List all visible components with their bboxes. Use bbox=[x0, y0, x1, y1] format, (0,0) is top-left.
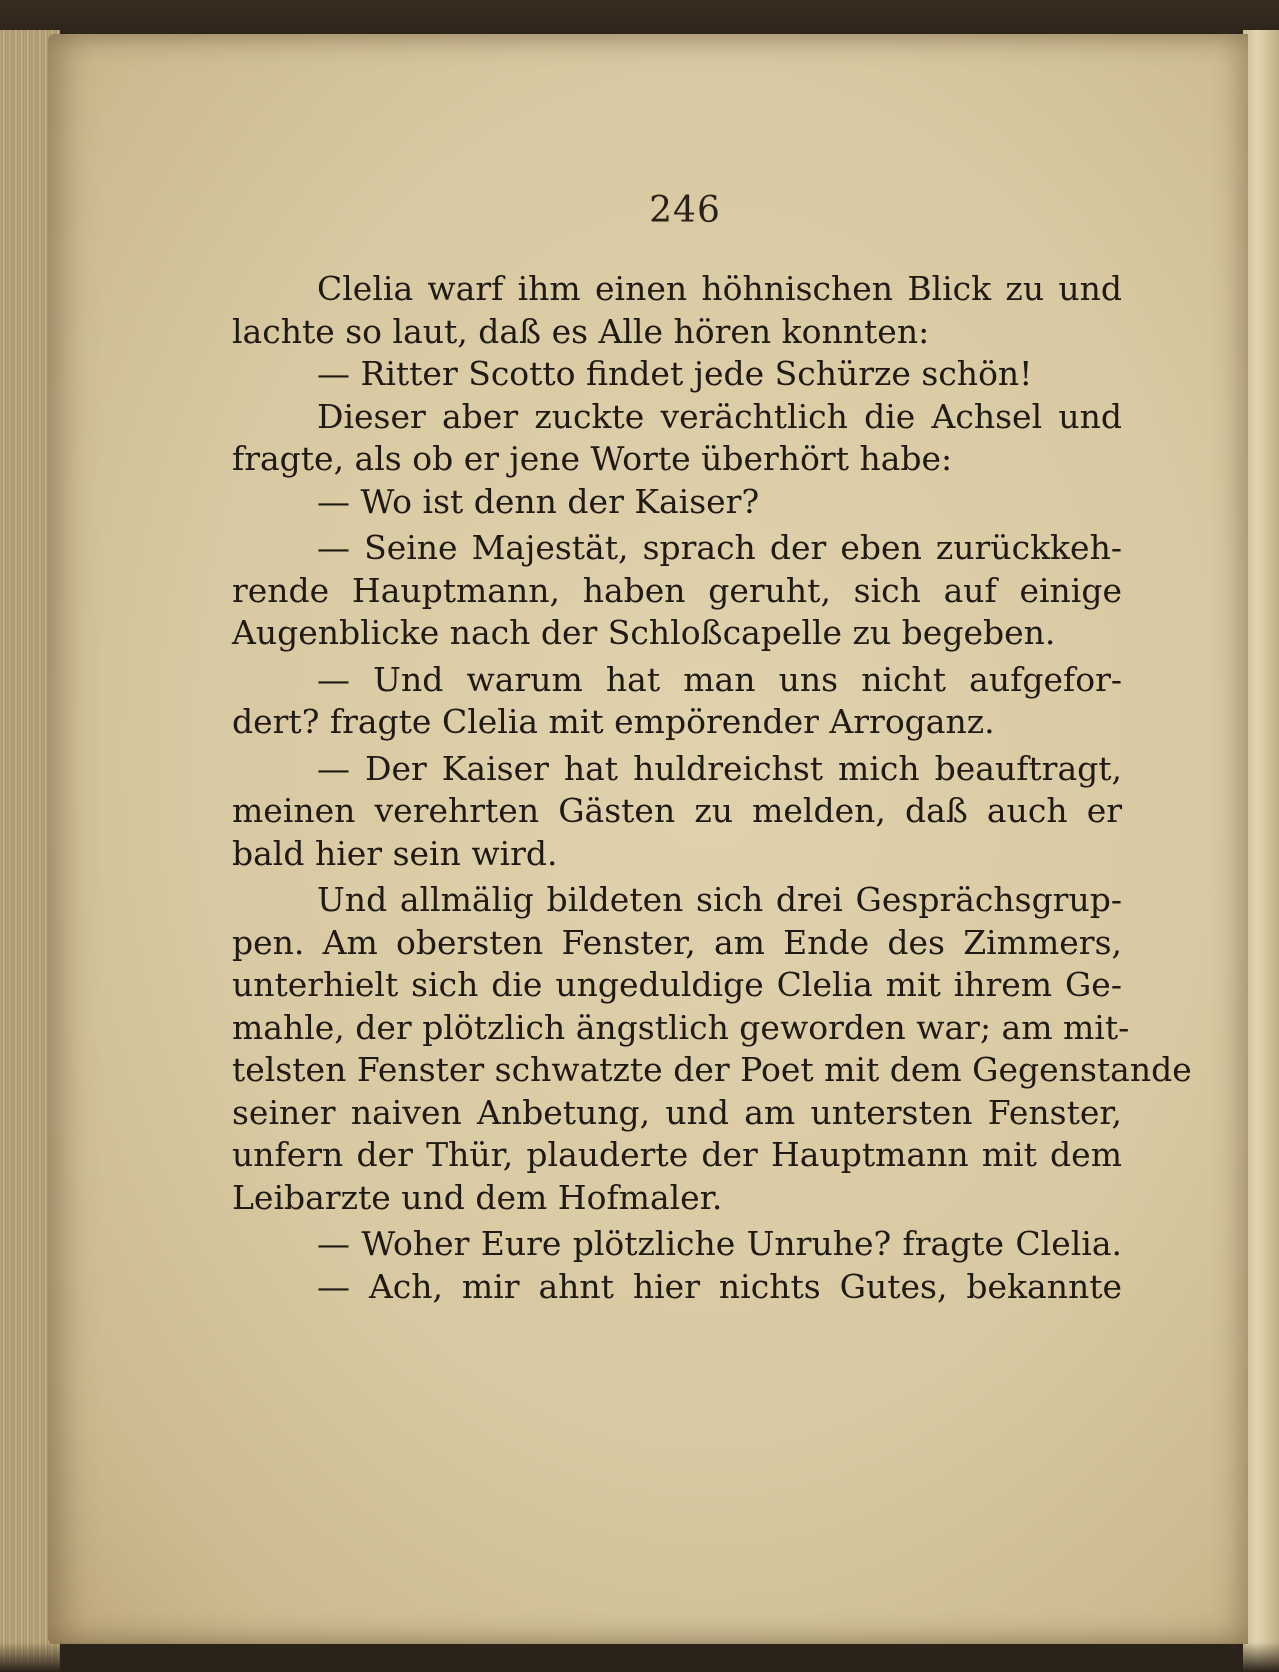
text-line: Leibarzte und dem Hofmaler. bbox=[232, 1177, 723, 1217]
text-line: Dieser aber zuckte verächtlich die Achsel und bbox=[317, 396, 1122, 436]
text-line: rende Hauptmann, haben geruht, sich auf einige bbox=[232, 570, 1122, 610]
text-line: — Woher Eure plötzliche Unruhe? fragte Clelia. bbox=[317, 1224, 1122, 1263]
text-line: dert? fragte Clelia mit empörender Arroganz. bbox=[232, 702, 995, 741]
text-line: — Ritter Scotto findet jede Schürze schön! bbox=[317, 354, 1033, 393]
page-number: 246 bbox=[649, 190, 721, 231]
book-page-edge-right bbox=[1243, 30, 1279, 1672]
text-line: telsten Fenster schwatzte der Poet mit dem Gegenstande bbox=[232, 1050, 1192, 1089]
text-line: — Seine Majestät, sprach der eben zurückkeh- bbox=[317, 528, 1122, 567]
text-line: seiner naiven Anbetung, und am untersten Fenster, bbox=[232, 1092, 1122, 1132]
text-line: Clelia warf ihm einen höhnischen Blick zu und bbox=[317, 269, 1122, 308]
text-line: bald hier sein wird. bbox=[232, 833, 558, 873]
body-text bbox=[232, 268, 1192, 1308]
text-line: meinen verehrten Gästen zu melden, daß auch er bbox=[232, 791, 1122, 830]
text-line: — Ach, mir ahnt hier nichts Gutes, bekannte bbox=[317, 1266, 1122, 1306]
text-line: unterhielt sich die ungeduldige Clelia mit ihrem Ge- bbox=[232, 965, 1122, 1004]
text-line: unfern der Thür, plauderte der Hauptmann mit dem bbox=[232, 1135, 1122, 1174]
text-line: lachte so laut, daß es Alle hören konnten: bbox=[232, 311, 930, 351]
text-line: — Und warum hat man uns nicht aufgefor- bbox=[317, 659, 1122, 699]
text-line: — Der Kaiser hat huldreichst mich beauftragt, bbox=[317, 748, 1122, 788]
text-line: Augenblicke nach der Schloßcapelle zu begeben. bbox=[232, 613, 1056, 652]
text-line: pen. Am obersten Fenster, am Ende des Zimmers, bbox=[232, 922, 1122, 962]
text-line: mahle, der plötzlich ängstlich geworden war; am mit- bbox=[232, 1007, 1130, 1047]
text-line: Und allmälig bildeten sich drei Gesprächsgrup- bbox=[317, 880, 1122, 919]
book-bottom-shadow bbox=[0, 1642, 1279, 1672]
text-line: fragte, als ob er jene Worte überhört habe: bbox=[232, 439, 953, 478]
text-line: — Wo ist denn der Kaiser? bbox=[317, 481, 760, 521]
